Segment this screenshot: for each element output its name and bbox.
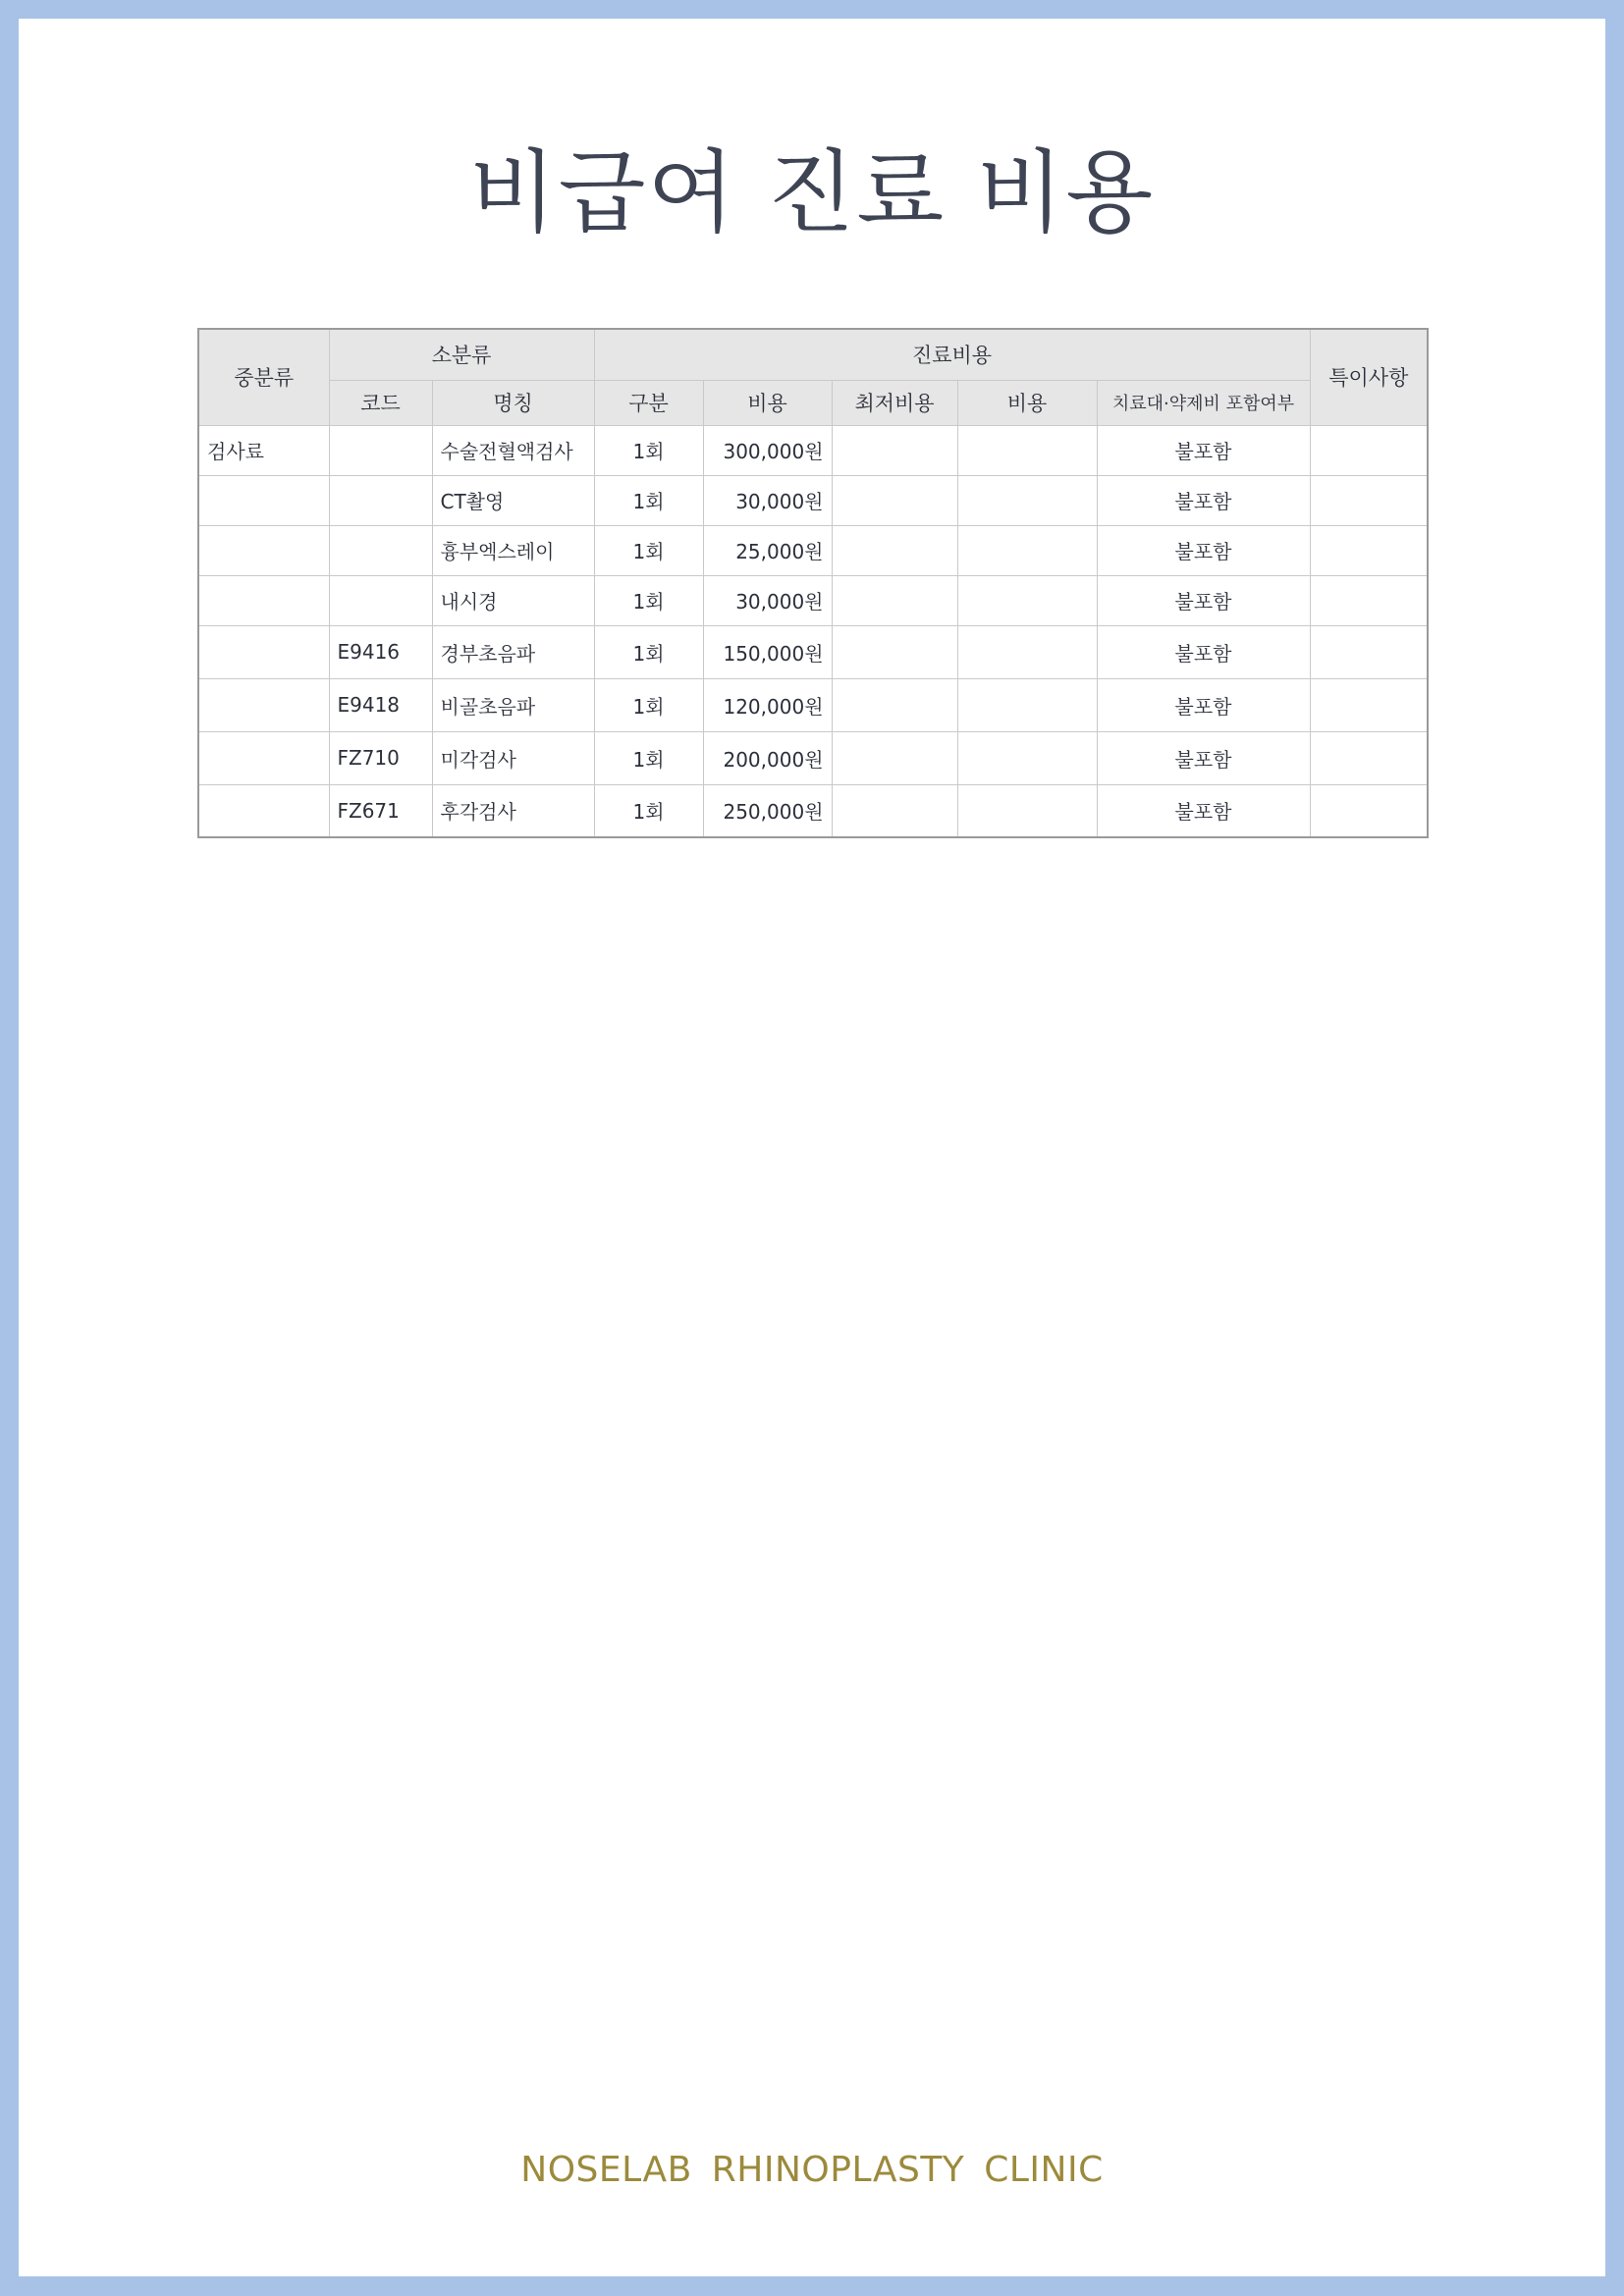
cell-name: CT촬영	[432, 475, 594, 525]
cell-code: E9416	[329, 625, 432, 678]
header-cost: 비용	[703, 380, 832, 425]
cell-inclusion: 불포함	[1097, 625, 1310, 678]
header-treatment-cost: 진료비용	[594, 329, 1310, 380]
cell-code	[329, 575, 432, 625]
cell-name: 경부초음파	[432, 625, 594, 678]
table-row	[198, 731, 1428, 784]
cell-unit: 1회	[594, 784, 703, 837]
cell-mid-category	[198, 731, 329, 784]
cell-cost: 30,000원	[703, 575, 832, 625]
cell-unit: 1회	[594, 475, 703, 525]
header-mid-category: 중분류	[198, 329, 329, 425]
cell-min-cost	[832, 625, 957, 678]
cell-mid-category	[198, 475, 329, 525]
cell-cost: 30,000원	[703, 475, 832, 525]
cell-code: FZ710	[329, 731, 432, 784]
cell-mid-category	[198, 525, 329, 575]
cell-cost-2	[957, 731, 1097, 784]
cell-cost: 120,000원	[703, 678, 832, 731]
cell-unit: 1회	[594, 625, 703, 678]
cell-remarks	[1310, 784, 1428, 837]
header-name: 명칭	[432, 380, 594, 425]
cell-name: 미각검사	[432, 731, 594, 784]
cell-cost: 300,000원	[703, 425, 832, 475]
cell-remarks	[1310, 425, 1428, 475]
cell-cost-2	[957, 678, 1097, 731]
header-row-2	[198, 380, 1428, 425]
cell-name: 내시경	[432, 575, 594, 625]
cell-unit: 1회	[594, 575, 703, 625]
cell-cost: 150,000원	[703, 625, 832, 678]
cell-mid-category	[198, 625, 329, 678]
cell-inclusion: 불포함	[1097, 525, 1310, 575]
cell-code: E9418	[329, 678, 432, 731]
cell-cost-2	[957, 425, 1097, 475]
cell-remarks	[1310, 525, 1428, 575]
header-inclusion: 치료대·약제비 포함여부	[1097, 380, 1310, 425]
cell-inclusion: 불포함	[1097, 575, 1310, 625]
table-row	[198, 625, 1428, 678]
cell-cost-2	[957, 575, 1097, 625]
table-row	[198, 475, 1428, 525]
header-sub-category: 소분류	[329, 329, 594, 380]
cell-cost-2	[957, 475, 1097, 525]
cell-cost: 250,000원	[703, 784, 832, 837]
cell-mid-category	[198, 575, 329, 625]
cell-cost-2	[957, 784, 1097, 837]
table-row	[198, 784, 1428, 837]
table-row	[198, 575, 1428, 625]
cell-remarks	[1310, 678, 1428, 731]
cell-remarks	[1310, 625, 1428, 678]
cell-code: FZ671	[329, 784, 432, 837]
cell-cost-2	[957, 625, 1097, 678]
header-code: 코드	[329, 380, 432, 425]
cell-min-cost	[832, 475, 957, 525]
cell-min-cost	[832, 575, 957, 625]
cell-unit: 1회	[594, 731, 703, 784]
cell-code	[329, 525, 432, 575]
cell-cost: 25,000원	[703, 525, 832, 575]
cell-name: 수술전혈액검사	[432, 425, 594, 475]
cell-unit: 1회	[594, 525, 703, 575]
fee-table	[197, 328, 1429, 838]
cell-remarks	[1310, 731, 1428, 784]
table-row	[198, 425, 1428, 475]
page-title: 비급여 진료 비용	[468, 140, 1156, 245]
cell-name: 비골초음파	[432, 678, 594, 731]
cell-min-cost	[832, 425, 957, 475]
header-unit: 구분	[594, 380, 703, 425]
cell-mid-category	[198, 784, 329, 837]
cell-min-cost	[832, 731, 957, 784]
cell-unit: 1회	[594, 425, 703, 475]
cell-inclusion: 불포함	[1097, 425, 1310, 475]
header-min-cost: 최저비용	[832, 380, 957, 425]
cell-code	[329, 425, 432, 475]
cell-remarks	[1310, 475, 1428, 525]
cell-cost: 200,000원	[703, 731, 832, 784]
clinic-name-footer: NOSELAB RHINOPLASTY CLINIC	[520, 2150, 1104, 2190]
cell-cost-2	[957, 525, 1097, 575]
cell-code	[329, 475, 432, 525]
cell-inclusion: 불포함	[1097, 784, 1310, 837]
cell-inclusion: 불포함	[1097, 475, 1310, 525]
header-remarks: 특이사항	[1310, 329, 1428, 425]
cell-mid-category	[198, 678, 329, 731]
cell-min-cost	[832, 784, 957, 837]
cell-unit: 1회	[594, 678, 703, 731]
cell-name: 흉부엑스레이	[432, 525, 594, 575]
cell-min-cost	[832, 678, 957, 731]
cell-remarks	[1310, 575, 1428, 625]
header-row-1	[198, 329, 1428, 380]
cell-name: 후각검사	[432, 784, 594, 837]
cell-min-cost	[832, 525, 957, 575]
cell-inclusion: 불포함	[1097, 731, 1310, 784]
header-cost-2: 비용	[957, 380, 1097, 425]
table-row	[198, 525, 1428, 575]
cell-inclusion: 불포함	[1097, 678, 1310, 731]
table-row	[198, 678, 1428, 731]
cell-mid-category: 검사료	[198, 425, 329, 475]
document-page	[19, 19, 1605, 2276]
